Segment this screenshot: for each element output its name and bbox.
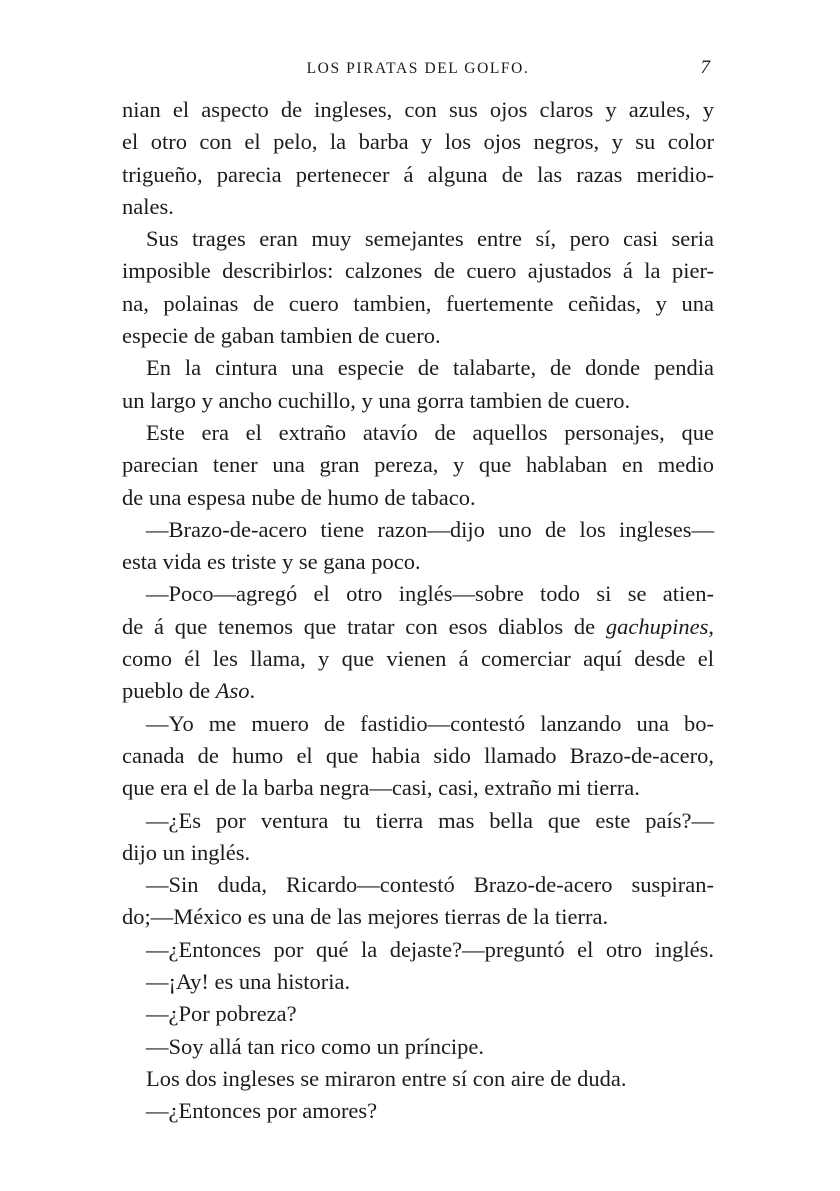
text-line: parecian tener una gran pereza, y que hablaban en medio bbox=[122, 452, 714, 478]
text-line: imposible describirlos: calzones de cuero ajustados á la pier- bbox=[122, 258, 714, 284]
body-text bbox=[122, 94, 714, 1128]
page-number: 7 bbox=[700, 57, 710, 78]
paragraph-first-line: —¿Es por ventura tu tierra mas bella que este país?— bbox=[146, 807, 714, 833]
text-line: que era el de la barba negra—casi, casi, extraño mi tierra. bbox=[122, 775, 640, 801]
italic-word: gachupines bbox=[605, 613, 709, 639]
paragraph-first-line: —Poco—agregó el otro inglés—sobre todo si se atien- bbox=[146, 581, 714, 607]
text-line: na, polainas de cuero tambien, fuertemente ceñidas, y una bbox=[122, 290, 714, 316]
paragraph-first-line: —¿Entonces por amores? bbox=[146, 1098, 378, 1124]
paragraph-first-line: —Sin duda, Ricardo—contestó Brazo-de-acero suspiran- bbox=[146, 872, 714, 898]
text-segment: , bbox=[708, 613, 714, 639]
page-header bbox=[122, 57, 714, 84]
text-line: do;—México es una de las mejores tierras de la tierra. bbox=[122, 904, 609, 930]
text-line: trigueño, parecia pertenecer á alguna de las razas meridio- bbox=[122, 161, 714, 187]
text-line: dijo un inglés. bbox=[122, 839, 251, 865]
paragraph-first-line: Sus trages eran muy semejantes entre sí, pero casi seria bbox=[146, 226, 714, 252]
italic-word: Aso bbox=[215, 678, 250, 704]
text-line: nian el aspecto de ingleses, con sus ojos claros y azules, y bbox=[122, 97, 714, 122]
text-segment: . bbox=[249, 678, 256, 704]
text-line: esta vida es triste y se gana poco. bbox=[122, 549, 421, 575]
text-line: un largo y ancho cuchillo, y una gorra tambien de cuero. bbox=[122, 387, 631, 413]
paragraph-first-line: En la cintura una especie de talabarte, de donde pendia bbox=[146, 355, 714, 381]
text-segment: pueblo de bbox=[122, 678, 216, 704]
text-line bbox=[122, 675, 714, 707]
paragraph-first-line: —¿Por pobreza? bbox=[146, 1001, 297, 1027]
paragraph-first-line: —Brazo-de-acero tiene razon—dijo uno de los ingleses— bbox=[146, 516, 714, 542]
paragraph-first-line: —Yo me muero de fastidio—contestó lanzando una bo- bbox=[146, 710, 714, 736]
text-line: canada de humo el que habia sido llamado Brazo-de-acero, bbox=[122, 742, 714, 768]
paragraph-first-line: Este era el extraño atavío de aquellos personajes, que bbox=[146, 419, 714, 445]
text-line bbox=[122, 611, 714, 643]
text-line: como él les llama, y que vienen á comerciar aquí desde el bbox=[122, 646, 714, 672]
running-title: LOS PIRATAS DEL GOLFO. bbox=[306, 60, 530, 77]
paragraph-first-line: Los dos ingleses se miraron entre sí con aire de duda. bbox=[146, 1065, 627, 1091]
paragraph-first-line: —Soy allá tan rico como un príncipe. bbox=[146, 1033, 485, 1059]
text-line: el otro con el pelo, la barba y los ojos negros, y su color bbox=[122, 129, 714, 155]
text-line: de una espesa nube de humo de tabaco. bbox=[122, 484, 476, 510]
paragraph-first-line: —¡Ay! es una historia. bbox=[146, 969, 351, 995]
paragraph-first-line: —¿Entonces por qué la dejaste?—preguntó el otro inglés. bbox=[146, 936, 714, 962]
text-line: nales. bbox=[122, 193, 174, 219]
text-segment: de á que tenemos que tratar con esos diablos de bbox=[122, 613, 606, 639]
text-line: especie de gaban tambien de cuero. bbox=[122, 323, 441, 349]
